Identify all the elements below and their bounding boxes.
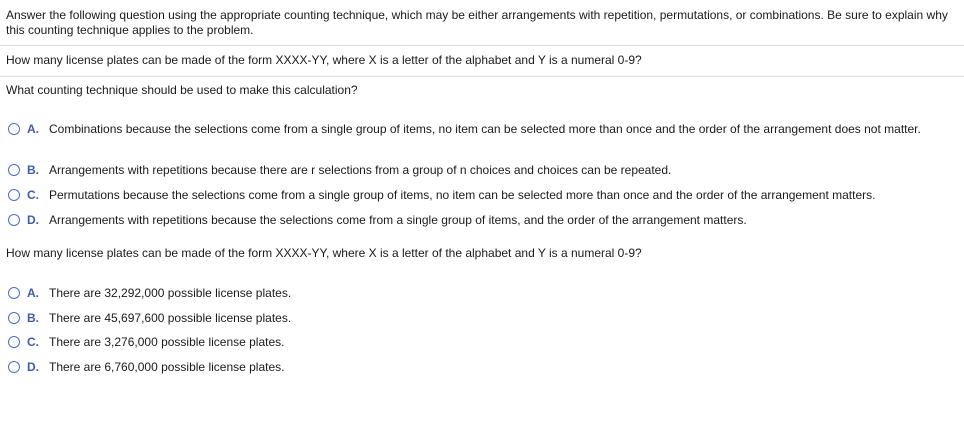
divider [0,76,964,77]
divider [0,45,964,46]
part2-question: How many license plates can be made of the form XXXX-YY, where X is a letter of the alphabet and Y is a numeral 0-9? [6,246,642,260]
radio-button[interactable] [8,164,20,176]
option-text: Permutations because the selections come from a single group of items, no item can be selected more than once and the order of the arrangement matters. [49,188,876,202]
part1-option-b[interactable] [8,163,952,177]
option-letter: C. [27,335,39,349]
part1-question: What counting technique should be used to make this calculation? [6,83,358,97]
part1-option-d[interactable] [8,213,952,227]
radio-button[interactable] [8,312,20,324]
option-text: Arrangements with repetitions because the selections come from a single group of items, and the order of the arrangement matters. [49,213,747,227]
part2-option-c[interactable] [8,335,284,349]
option-text: There are 3,276,000 possible license plates. [49,335,285,349]
instructions-text: Answer the following question using the appropriate counting technique, which may be either arrangements with repetition, permutations, or combinations. Be sure to explain why this counting technique applies to the problem. [6,8,948,37]
option-text: There are 6,760,000 possible license plates. [49,360,285,374]
radio-button[interactable] [8,361,20,373]
option-text: There are 32,292,000 possible license plates. [49,286,292,300]
radio-button[interactable] [8,287,20,299]
option-letter: D. [27,360,39,374]
part2-option-d[interactable] [8,360,284,374]
part2-option-a[interactable] [8,286,291,300]
radio-button[interactable] [8,123,20,135]
part1-option-c[interactable] [8,188,952,202]
problem-statement: How many license plates can be made of the form XXXX-YY, where X is a letter of the alphabet and Y is a numeral 0-9? [6,53,642,67]
radio-button[interactable] [8,214,20,226]
part1-option-a[interactable] [8,122,952,136]
option-letter: A. [27,122,39,136]
radio-button[interactable] [8,336,20,348]
option-letter: A. [27,286,39,300]
part2-option-b[interactable] [8,311,291,325]
option-letter: B. [27,163,39,177]
option-text: Arrangements with repetitions because there are r selections from a group of n choices and choices can be repeated. [49,163,672,177]
option-letter: D. [27,213,39,227]
option-text: Combinations because the selections come from a single group of items, no item can be selected more than once and the order of the arrangement does not matter. [49,122,921,136]
option-text: There are 45,697,600 possible license plates. [49,311,292,325]
option-letter: B. [27,311,39,325]
radio-button[interactable] [8,189,20,201]
option-letter: C. [27,188,39,202]
